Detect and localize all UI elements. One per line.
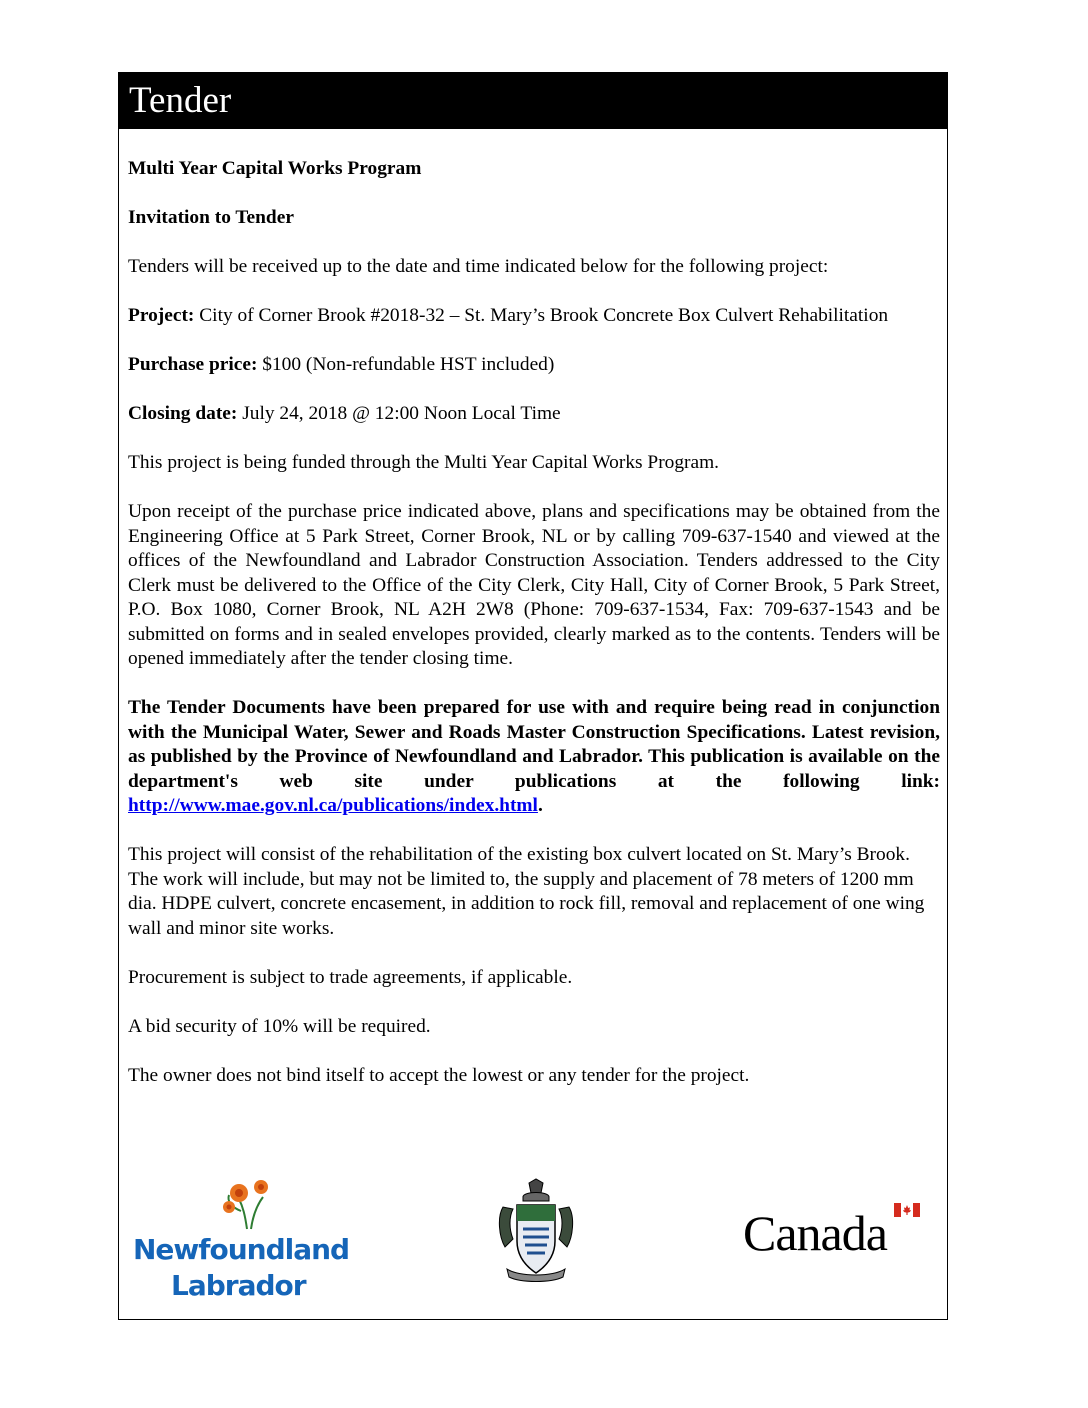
spec-notice-paragraph xyxy=(128,696,940,819)
canada-wordmark-text: Canada xyxy=(743,1205,887,1261)
canada-wordmark-logo xyxy=(743,1205,933,1265)
owner-notice-paragraph: The owner does not bind itself to accept the lowest or any tender for the project. xyxy=(128,1064,750,1086)
tender-notice-frame xyxy=(118,72,948,1320)
closing-value: July 24, 2018 @ 12:00 Noon Local Time xyxy=(242,403,561,424)
canadian-flag-icon xyxy=(894,1203,920,1217)
project-label: Project: xyxy=(128,305,195,326)
price-value: $100 (Non-refundable HST included) xyxy=(262,354,555,375)
spec-link[interactable]: http://www.mae.gov.nl.ca/publications/index.html xyxy=(128,795,538,816)
intro-paragraph: Tenders will be received up to the date and time indicated below for the following project: xyxy=(128,256,829,277)
closing-line xyxy=(128,402,940,427)
coat-of-arms-logo xyxy=(493,1177,579,1287)
project-value: City of Corner Brook #2018-32 – St. Mary’s Brook Concrete Box Culvert Rehabilitation xyxy=(199,305,889,326)
program-heading: Multi Year Capital Works Program xyxy=(128,158,422,179)
tender-body xyxy=(128,157,940,1113)
spec-notice-text: The Tender Documents have been prepared for use with and require being read in conjunction with the Municipal Water, Sewer and Roads Master Construction Specifications. Latest revision, as published by the Province of Newfoundland and Labrador. This publication is available on the department's web site under publications at the following link: xyxy=(128,697,940,792)
newfoundland-labrador-logo xyxy=(133,1201,353,1311)
receipt-paragraph: Upon receipt of the purchase price indicated above, plans and specifications may be obtained from the Engineering Office at 5 Park Street, Corner Brook, NL or by calling 709-637-1540 and viewed at the offices of the Newfoundland and Labrador Construction Association. Tenders addressed to the City Clerk must be delivered to the Office of the City Clerk, City Hall, City of Corner Brook, 5 Park Street, P.O. Box 1080, Corner Brook, NL A2H 2W8 (Phone: 709-637-1534, Fax: 709-637-1543 and be submitted on forms and in sealed envelopes provided, clearly marked as to the contents. Tenders will be opened immediately after the tender closing time. xyxy=(128,501,940,669)
coat-of-arms-icon xyxy=(493,1177,579,1287)
scope-paragraph: This project will consist of the rehabilitation of the existing box culvert located on St. Mary’s Brook. The work will include, but may not be limited to, the supply and placement of 78 meters of 1200 mm dia. HDPE culvert, concrete encasement, in addition to rock fill, removal and replacement of one wing wall and minor site works. xyxy=(128,844,925,939)
price-label: Purchase price: xyxy=(128,354,258,375)
title-bar xyxy=(119,73,947,129)
price-line xyxy=(128,353,940,378)
logo-row xyxy=(119,1173,947,1313)
bid-security-paragraph: A bid security of 10% will be required. xyxy=(128,1015,431,1037)
closing-label: Closing date: xyxy=(128,403,238,424)
page-title: Tender xyxy=(129,80,232,121)
spec-period: . xyxy=(537,795,543,816)
funding-paragraph: This project is being funded through the Multi Year Capital Works Program. xyxy=(128,452,720,473)
procurement-paragraph: Procurement is subject to trade agreements, if applicable. xyxy=(128,966,573,988)
pitcher-plant-flower-icon xyxy=(217,1171,277,1231)
logo-text-labrador: Labrador xyxy=(171,1269,306,1302)
invitation-heading: Invitation to Tender xyxy=(128,207,294,228)
project-line xyxy=(128,304,940,329)
logo-text-newfoundland: Newfoundland xyxy=(133,1233,350,1266)
